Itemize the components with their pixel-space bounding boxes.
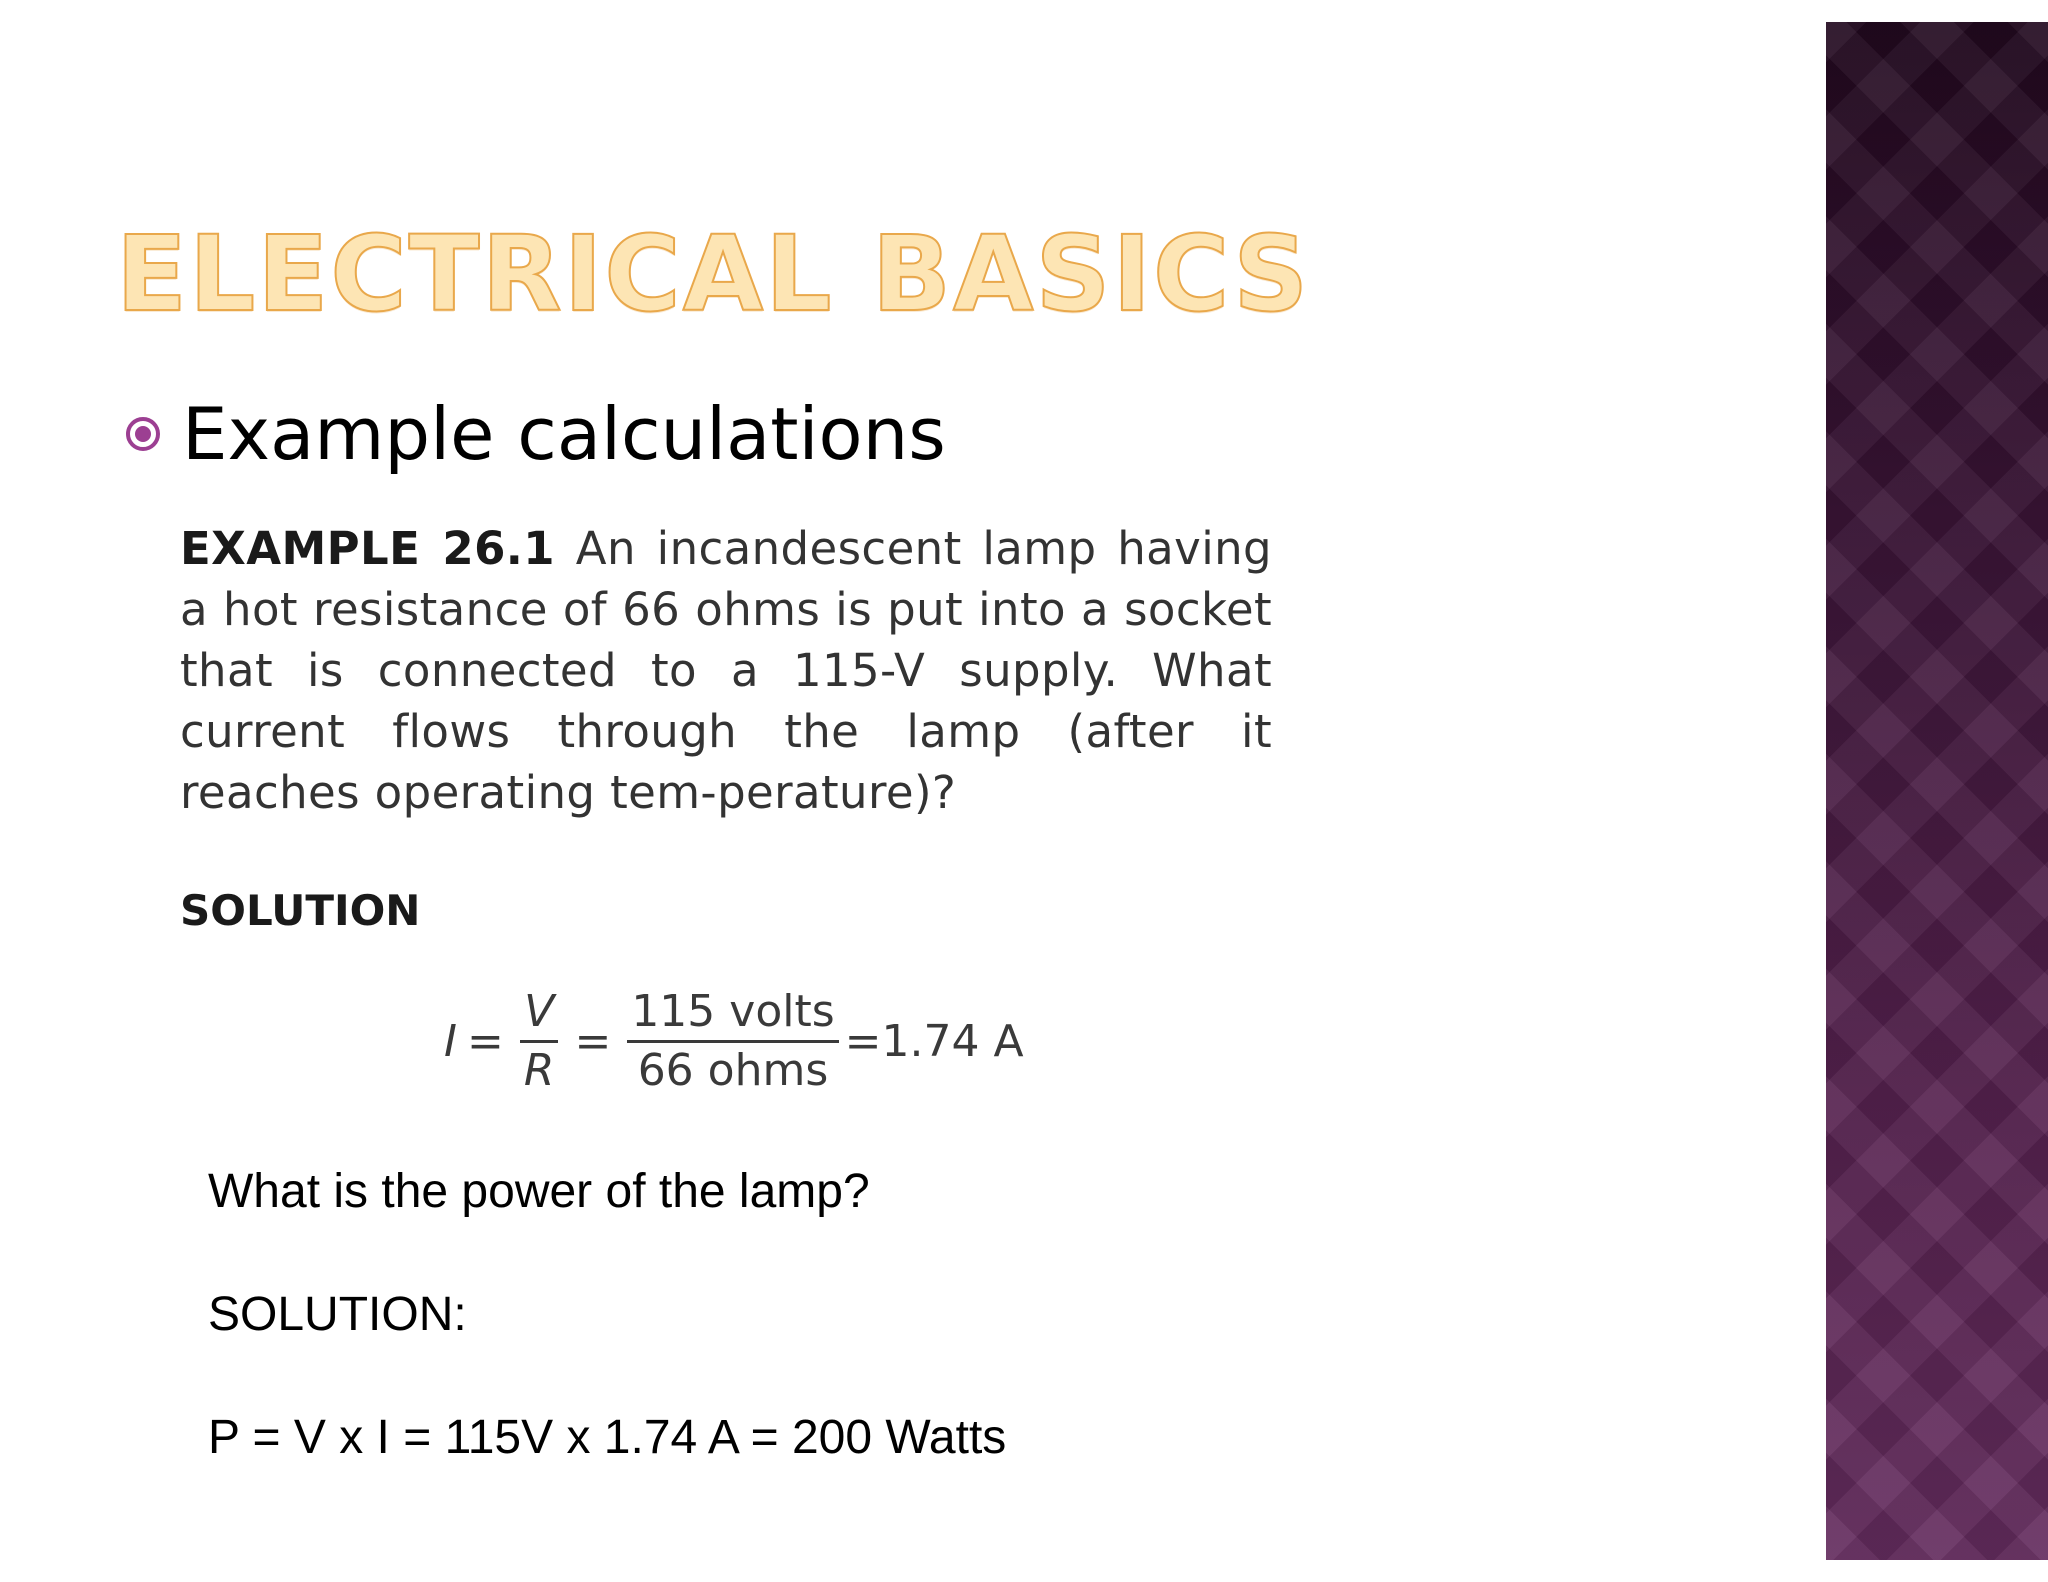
bullet-item [126,392,946,476]
bullet-circle-icon [126,417,160,451]
equation-equals: = [574,1016,612,1068]
slide-title: ELECTRICAL BASICS [116,213,1311,335]
power-solution-label: SOLUTION: [208,1288,467,1341]
example-paragraph [180,518,1272,823]
power-calculation: P = V x I = 115V x 1.74 A = 200 Watts [208,1411,1007,1464]
fraction-numerator: 115 volts [627,988,838,1043]
example-text: An incandescent lamp having a hot resistance of 66 ohms is put into a socket that is connected to a 115-V supply. What current flows through the lamp (after it reaches operating tem-perature)? [180,522,1272,819]
decorative-side-band [1826,22,2048,1560]
equation-equals: = [466,1016,504,1068]
example-label: EXAMPLE 26.1 [180,522,556,575]
equation-fraction-symbolic [520,988,559,1096]
equation-lhs: I [444,1016,457,1068]
solution-heading: SOLUTION [180,886,421,935]
fraction-numerator: V [520,988,558,1043]
equation-result: =1.74 A [844,1016,1024,1068]
bullet-text: Example calculations [182,392,946,476]
equation-fraction-numeric [627,988,838,1096]
power-question: What is the power of the lamp? [208,1165,870,1218]
fraction-denominator: 66 ohms [637,1045,829,1097]
fraction-denominator: R [523,1045,555,1097]
current-equation [444,988,1024,1096]
